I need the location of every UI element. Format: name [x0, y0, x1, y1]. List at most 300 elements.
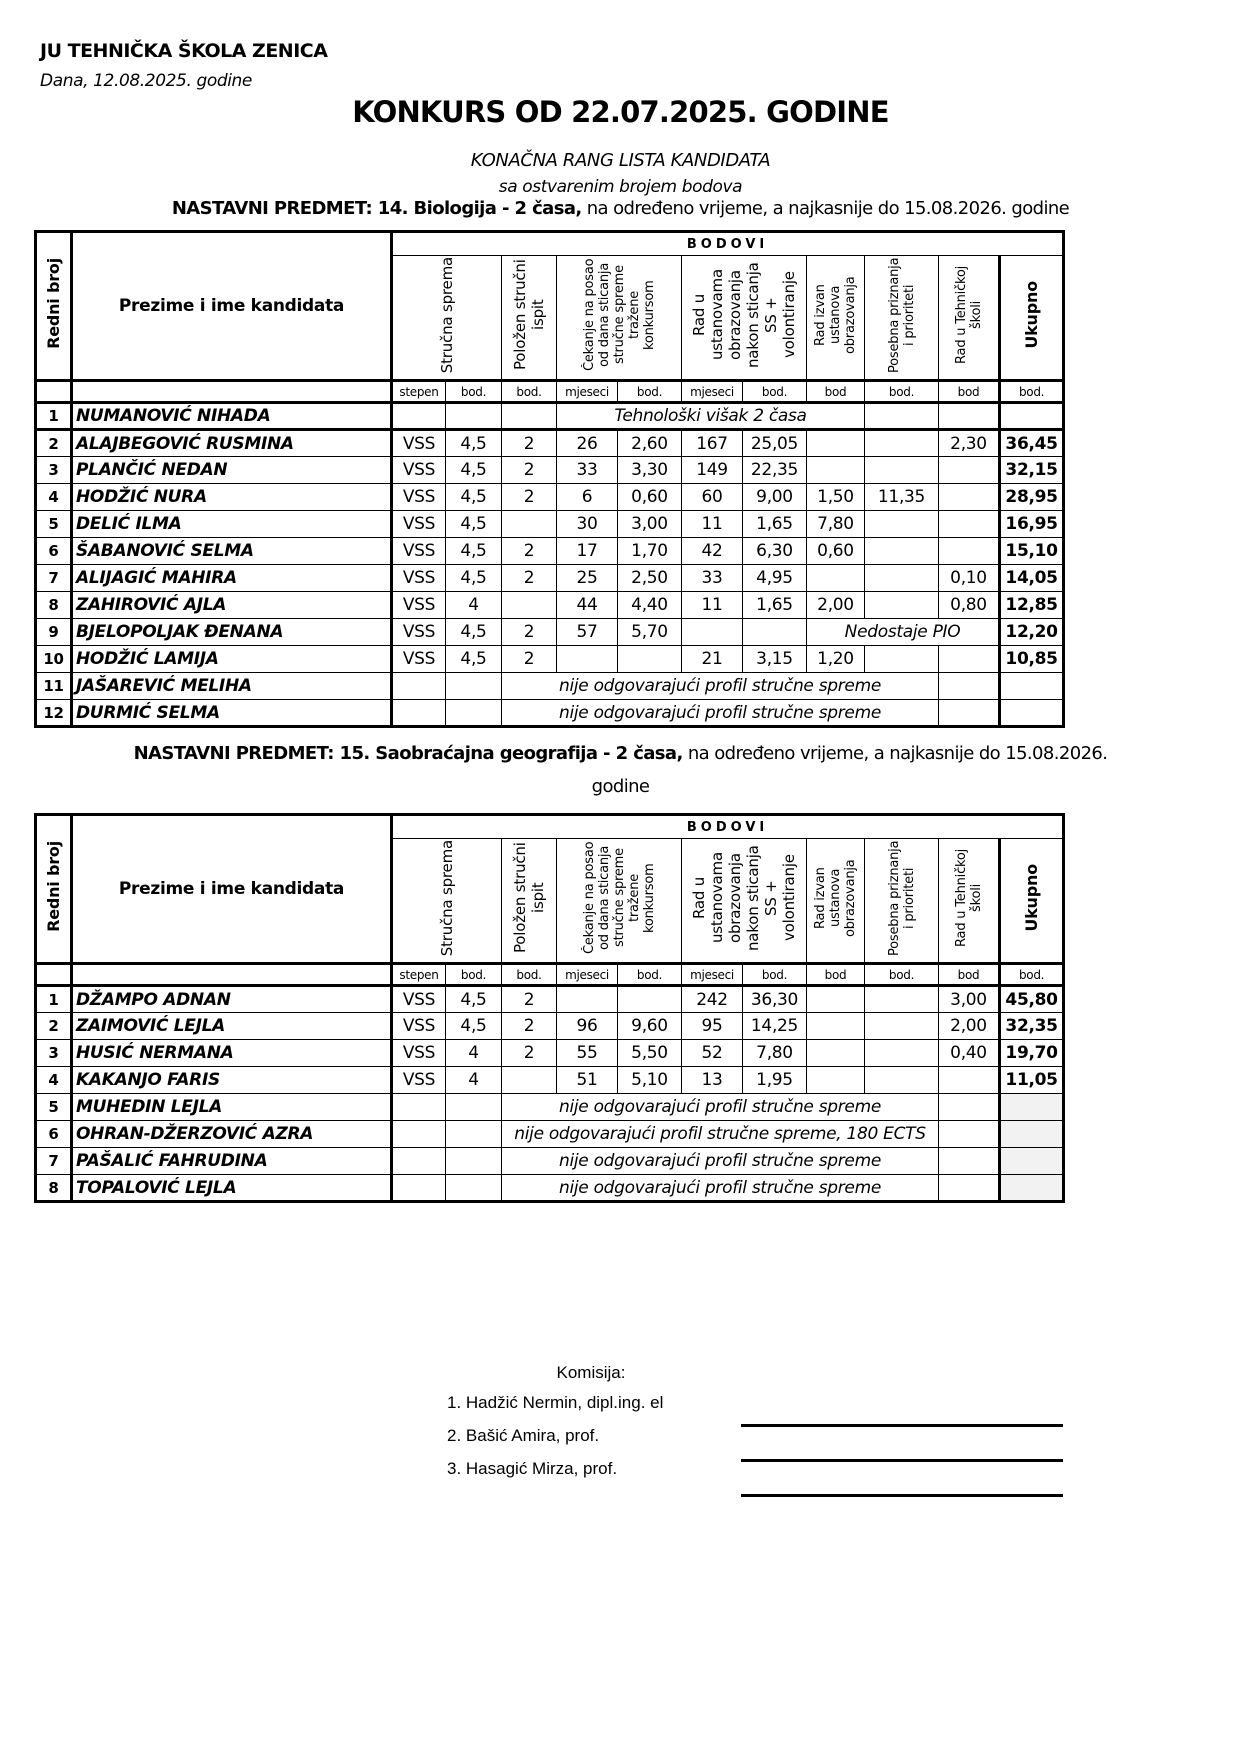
ss-bod-cell	[446, 673, 502, 700]
tehnicka-cell: 0,40	[939, 1040, 1000, 1067]
cek-mj-cell: 44	[557, 592, 618, 619]
rad-bod-cell: 4,95	[743, 565, 807, 592]
cek-mj-cell: 96	[557, 1013, 618, 1040]
cek-mj-cell: 25	[557, 565, 618, 592]
candidate-name: ŠABANOVIĆ SELMA	[72, 538, 392, 565]
rad-bod-cell: 6,30	[743, 538, 807, 565]
rad-mj-cell: 242	[682, 986, 743, 1013]
tehnicka-cell	[939, 1121, 1000, 1148]
candidate-note: nije odgovarajući profil stručne spreme	[502, 673, 939, 700]
posebna-cell	[865, 457, 939, 484]
table-row	[36, 673, 1064, 700]
rad-mj-cell: 52	[682, 1040, 743, 1067]
ispit-cell	[502, 403, 557, 430]
stepen-cell: VSS	[392, 592, 446, 619]
unit-label: bod.	[618, 381, 682, 403]
rank-number: 5	[36, 511, 72, 538]
cek-bod-cell: 5,70	[618, 619, 682, 646]
unit-label: bod.	[1000, 381, 1064, 403]
header-rad-u-ustanovama	[682, 839, 807, 964]
posebna-cell	[865, 511, 939, 538]
redni-broj-label: Redni broj	[43, 258, 63, 349]
table-row	[36, 619, 1064, 646]
posebna-priznanja-label: Posebna priznanja i prioriteti	[886, 257, 917, 373]
ss-bod-cell: 4	[446, 1040, 502, 1067]
stepen-cell: VSS	[392, 986, 446, 1013]
tehnicka-cell: 0,10	[939, 565, 1000, 592]
header-rad-u-ustanovama	[682, 256, 807, 381]
unit-label: bod.	[743, 964, 807, 986]
table-row	[36, 403, 1064, 430]
candidate-name: DŽAMPO ADNAN	[72, 986, 392, 1013]
cek-bod-cell: 2,60	[618, 430, 682, 457]
rad-izvan-label: Rad izvan ustanova obrazovanja	[813, 276, 858, 354]
rank-number: 9	[36, 619, 72, 646]
total-points	[1000, 403, 1064, 430]
cekanje-label: Čekanje na posao od dana sticanja stručne spreme tražene konkursom	[581, 841, 657, 955]
ss-bod-cell: 4,5	[446, 619, 502, 646]
header-bodovi: BODOVI	[392, 232, 1064, 256]
unit-label: mjeseci	[682, 381, 743, 403]
stepen-cell	[392, 1148, 446, 1175]
cek-mj-cell	[557, 986, 618, 1013]
ss-bod-cell: 4,5	[446, 986, 502, 1013]
posebna-priznanja-label: Posebna priznanja i prioriteti	[886, 840, 917, 956]
izvan-cell: 0,60	[807, 538, 865, 565]
ispit-cell: 2	[502, 1013, 557, 1040]
posebna-cell	[865, 986, 939, 1013]
posebna-cell: 11,35	[865, 484, 939, 511]
candidate-note: nije odgovarajući profil stručne spreme	[502, 1175, 939, 1202]
candidate-name: NUMANOVIĆ NIHADA	[72, 403, 392, 430]
stepen-cell	[392, 700, 446, 727]
header-polozen-ispit	[502, 256, 557, 381]
ss-bod-cell	[446, 1121, 502, 1148]
ss-bod-cell: 4,5	[446, 484, 502, 511]
header-posebna-priznanja	[865, 256, 939, 381]
table-row	[36, 430, 1064, 457]
unit-label: stepen	[392, 381, 446, 403]
candidate-note: nije odgovarajući profil stručne spreme	[502, 1148, 939, 1175]
tehnicka-cell	[939, 511, 1000, 538]
stepen-cell: VSS	[392, 484, 446, 511]
unit-cell	[72, 964, 392, 986]
tehnicka-cell	[939, 1175, 1000, 1202]
rad-bod-cell: 1,65	[743, 592, 807, 619]
ss-bod-cell: 4	[446, 1067, 502, 1094]
unit-label: bod.	[446, 381, 502, 403]
cek-bod-cell: 1,70	[618, 538, 682, 565]
ispit-cell: 2	[502, 619, 557, 646]
header-posebna-priznanja	[865, 839, 939, 964]
candidate-note: nije odgovarajući profil stručne spreme, 180 ECTS	[502, 1121, 939, 1148]
table-row	[36, 1040, 1064, 1067]
rank-number: 1	[36, 986, 72, 1013]
komisija-member-1: 1. Hadžić Nermin, dipl.ing. el	[447, 1393, 664, 1412]
cekanje-label: Čekanje na posao od dana sticanja stručne spreme tražene konkursom	[581, 258, 657, 372]
candidate-name: ALAJBEGOVIĆ RUSMINA	[72, 430, 392, 457]
unit-label: bod.	[502, 964, 557, 986]
table-row	[36, 457, 1064, 484]
rad-bod-cell: 14,25	[743, 1013, 807, 1040]
rank-number: 7	[36, 565, 72, 592]
table-row	[36, 1067, 1064, 1094]
tehnicka-cell: 0,80	[939, 592, 1000, 619]
rank-number: 2	[36, 1013, 72, 1040]
document-date: Dana, 12.08.2025. godine	[40, 71, 252, 91]
rank-number: 10	[36, 646, 72, 673]
rad-mj-cell: 13	[682, 1067, 743, 1094]
header-redni-broj	[36, 232, 72, 381]
rank-number: 12	[36, 700, 72, 727]
tehnicka-cell	[939, 646, 1000, 673]
cek-bod-cell: 0,60	[618, 484, 682, 511]
rad-mj-cell: 60	[682, 484, 743, 511]
cek-bod-cell: 2,50	[618, 565, 682, 592]
subject-heading-saobracajna-geografija	[0, 737, 1241, 803]
stepen-cell: VSS	[392, 538, 446, 565]
rad-u-tehnickoj-label: Rad u Tehničkoj školi	[953, 848, 984, 948]
ss-bod-cell	[446, 700, 502, 727]
ss-bod-cell	[446, 403, 502, 430]
rad-bod-cell: 9,00	[743, 484, 807, 511]
candidate-name: DURMIĆ SELMA	[72, 700, 392, 727]
total-points: 19,70	[1000, 1040, 1064, 1067]
signature-line-1	[741, 1424, 1063, 1427]
total-points: 36,45	[1000, 430, 1064, 457]
ss-bod-cell: 4,5	[446, 511, 502, 538]
total-points: 32,35	[1000, 1013, 1064, 1040]
candidate-name: DELIĆ ILMA	[72, 511, 392, 538]
unit-label: mjeseci	[557, 964, 618, 986]
komisija-title: Komisija:	[556, 1363, 626, 1382]
table-row	[36, 646, 1064, 673]
cek-bod-cell	[618, 986, 682, 1013]
rad-u-tehnickoj-label: Rad u Tehničkoj školi	[953, 265, 984, 365]
candidate-name: KAKANJO FARIS	[72, 1067, 392, 1094]
stepen-cell: VSS	[392, 565, 446, 592]
polozen-ispit-label: Položen stručni ispit	[511, 842, 547, 954]
rad-mj-cell: 149	[682, 457, 743, 484]
tehnicka-cell: 2,00	[939, 1013, 1000, 1040]
candidate-name: TOPALOVIĆ LEJLA	[72, 1175, 392, 1202]
tehnicka-cell	[939, 673, 1000, 700]
subject-terms-continued: godine	[591, 776, 650, 797]
stepen-cell	[392, 1175, 446, 1202]
cek-mj-cell: 26	[557, 430, 618, 457]
unit-cell	[36, 964, 72, 986]
posebna-cell	[865, 538, 939, 565]
ispit-cell: 2	[502, 1040, 557, 1067]
cek-mj-cell: 55	[557, 1040, 618, 1067]
rank-number: 5	[36, 1094, 72, 1121]
ukupno-label: Ukupno	[1021, 864, 1041, 932]
unit-label: mjeseci	[682, 964, 743, 986]
cek-bod-cell	[618, 646, 682, 673]
total-points: 10,85	[1000, 646, 1064, 673]
candidate-note: nije odgovarajući profil stručne spreme	[502, 700, 939, 727]
cek-bod-cell: 5,50	[618, 1040, 682, 1067]
subtitle-secondary: sa ostvarenim brojem bodova	[498, 177, 743, 197]
header-ukupno	[1000, 839, 1064, 964]
izvan-cell	[807, 1067, 865, 1094]
cek-mj-cell: 51	[557, 1067, 618, 1094]
cek-mj-cell: 6	[557, 484, 618, 511]
tehnicka-cell	[939, 1094, 1000, 1121]
rad-bod-cell: 36,30	[743, 986, 807, 1013]
subtitle: KONAČNA RANG LISTA KANDIDATA	[470, 150, 771, 171]
candidate-name: HUSIĆ NERMANA	[72, 1040, 392, 1067]
header-redni-broj	[36, 815, 72, 964]
stepen-cell: VSS	[392, 646, 446, 673]
rad-mj-cell: 167	[682, 430, 743, 457]
unit-label: bod.	[1000, 964, 1064, 986]
total-points: 12,20	[1000, 619, 1064, 646]
stepen-cell: VSS	[392, 619, 446, 646]
rad-u-ustanovama-label: Rad u ustanovama obrazovanja nakon sticanja SS + volontiranje	[690, 262, 798, 368]
unit-label: bod	[939, 381, 1000, 403]
candidate-name: ALIJAGIĆ MAHIRA	[72, 565, 392, 592]
tehnicka-cell	[939, 1148, 1000, 1175]
posebna-cell	[865, 592, 939, 619]
stepen-cell: VSS	[392, 457, 446, 484]
total-points	[1000, 1094, 1064, 1121]
posebna-cell	[865, 403, 939, 430]
ss-bod-cell	[446, 1175, 502, 1202]
cek-mj-cell: 57	[557, 619, 618, 646]
rad-mj-cell	[682, 619, 743, 646]
unit-label: bod	[939, 964, 1000, 986]
stepen-cell: VSS	[392, 430, 446, 457]
posebna-cell	[865, 1013, 939, 1040]
subject-title: NASTAVNI PREDMET: 14. Biologija - 2 časa,	[171, 198, 582, 219]
rad-u-ustanovama-label: Rad u ustanovama obrazovanja nakon sticanja SS + volontiranje	[690, 845, 798, 951]
rad-bod-cell: 25,05	[743, 430, 807, 457]
table-row	[36, 1148, 1064, 1175]
cek-mj-cell: 30	[557, 511, 618, 538]
ranking-table-saobracajna-geografija	[34, 813, 1065, 1203]
stepen-cell: VSS	[392, 511, 446, 538]
ss-bod-cell: 4	[446, 592, 502, 619]
candidate-name: OHRAN-DŽERZOVIĆ AZRA	[72, 1121, 392, 1148]
total-points: 15,10	[1000, 538, 1064, 565]
table-row	[36, 1094, 1064, 1121]
komisija-member-3: 3. Hasagić Mirza, prof.	[447, 1459, 618, 1478]
rad-mj-cell: 95	[682, 1013, 743, 1040]
ss-bod-cell: 4,5	[446, 457, 502, 484]
unit-cell	[72, 381, 392, 403]
candidate-name: JAŠAREVIĆ MELIHA	[72, 673, 392, 700]
cek-mj-cell: 17	[557, 538, 618, 565]
total-points	[1000, 1121, 1064, 1148]
rad-mj-cell: 42	[682, 538, 743, 565]
ranking-table-biologija	[34, 230, 1065, 728]
rank-number: 11	[36, 673, 72, 700]
tehnicka-cell: 2,30	[939, 430, 1000, 457]
header-strucna-sprema	[392, 839, 502, 964]
candidate-name: ZAHIROVIĆ AJLA	[72, 592, 392, 619]
table-row	[36, 986, 1064, 1013]
tehnicka-cell	[939, 538, 1000, 565]
header-name: Prezime i ime kandidata	[72, 232, 392, 381]
rad-bod-cell: 7,80	[743, 1040, 807, 1067]
ss-bod-cell: 4,5	[446, 538, 502, 565]
stepen-cell: VSS	[392, 1013, 446, 1040]
table-row	[36, 538, 1064, 565]
ss-bod-cell: 4,5	[446, 646, 502, 673]
table-row	[36, 1013, 1064, 1040]
izvan-cell	[807, 565, 865, 592]
izvan-cell: 1,20	[807, 646, 865, 673]
rad-bod-cell	[743, 619, 807, 646]
subject-terms: na određeno vrijeme, a najkasnije do 15.08.2026. godine	[581, 198, 1070, 219]
total-points	[1000, 1175, 1064, 1202]
posebna-cell	[865, 1067, 939, 1094]
izvan-cell	[807, 986, 865, 1013]
ss-bod-cell	[446, 1094, 502, 1121]
header-ukupno	[1000, 256, 1064, 381]
rank-number: 1	[36, 403, 72, 430]
header-rad-izvan	[807, 256, 865, 381]
subject-heading-biologija	[0, 192, 1241, 225]
unit-label: bod	[807, 964, 865, 986]
candidate-name: PAŠALIĆ FAHRUDINA	[72, 1148, 392, 1175]
total-points: 28,95	[1000, 484, 1064, 511]
total-points: 14,05	[1000, 565, 1064, 592]
polozen-ispit-label: Položen stručni ispit	[511, 259, 547, 371]
stepen-cell: VSS	[392, 1067, 446, 1094]
rad-mj-cell: 21	[682, 646, 743, 673]
rank-number: 4	[36, 1067, 72, 1094]
table-row	[36, 592, 1064, 619]
candidate-name: BJELOPOLJAK ĐENANA	[72, 619, 392, 646]
unit-label: bod.	[446, 964, 502, 986]
cek-mj-cell: 33	[557, 457, 618, 484]
header-rad-izvan	[807, 839, 865, 964]
rank-number: 6	[36, 1121, 72, 1148]
ispit-cell: 2	[502, 457, 557, 484]
header-cekanje	[557, 839, 682, 964]
strucna-sprema-label: Stručna sprema	[438, 839, 456, 957]
signature-line-3	[741, 1494, 1063, 1497]
header-strucna-sprema	[392, 256, 502, 381]
total-points: 12,85	[1000, 592, 1064, 619]
rank-number: 2	[36, 430, 72, 457]
table-row	[36, 700, 1064, 727]
ukupno-label: Ukupno	[1021, 281, 1041, 349]
ss-bod-cell: 4,5	[446, 565, 502, 592]
rank-number: 4	[36, 484, 72, 511]
table-row	[36, 484, 1064, 511]
candidate-name: PLANČIĆ NEDAN	[72, 457, 392, 484]
total-points	[1000, 700, 1064, 727]
ss-bod-cell: 4,5	[446, 1013, 502, 1040]
izvan-cell: 7,80	[807, 511, 865, 538]
rank-number: 3	[36, 1040, 72, 1067]
strucna-sprema-label: Stručna sprema	[438, 256, 456, 374]
ispit-cell: 2	[502, 538, 557, 565]
header-rad-u-tehnickoj	[939, 839, 1000, 964]
ispit-cell	[502, 1067, 557, 1094]
candidate-name: HODŽIĆ LAMIJA	[72, 646, 392, 673]
table-row	[36, 511, 1064, 538]
unit-label: bod	[807, 381, 865, 403]
posebna-cell	[865, 565, 939, 592]
subject-title: NASTAVNI PREDMET: 15. Saobraćajna geografija - 2 časa,	[133, 743, 683, 764]
unit-label: bod.	[865, 381, 939, 403]
stepen-cell	[392, 403, 446, 430]
rank-number: 6	[36, 538, 72, 565]
total-points: 11,05	[1000, 1067, 1064, 1094]
cek-mj-cell	[557, 646, 618, 673]
rad-bod-cell: 1,65	[743, 511, 807, 538]
ispit-cell	[502, 592, 557, 619]
stepen-cell	[392, 1121, 446, 1148]
tehnicka-cell: 3,00	[939, 986, 1000, 1013]
cek-bod-cell: 3,00	[618, 511, 682, 538]
tehnicka-cell	[939, 700, 1000, 727]
total-points: 45,80	[1000, 986, 1064, 1013]
unit-label: bod.	[865, 964, 939, 986]
tehnicka-cell	[939, 484, 1000, 511]
ispit-cell	[502, 511, 557, 538]
ss-bod-cell	[446, 1148, 502, 1175]
izvan-cell	[807, 1013, 865, 1040]
candidate-note: nije odgovarajući profil stručne spreme	[502, 1094, 939, 1121]
ss-bod-cell: 4,5	[446, 430, 502, 457]
unit-label: mjeseci	[557, 381, 618, 403]
izvan-cell	[807, 457, 865, 484]
tehnicka-cell	[939, 457, 1000, 484]
tehnicka-cell	[939, 403, 1000, 430]
page-title: KONKURS OD 22.07.2025. GODINE	[352, 95, 889, 129]
rad-izvan-label: Rad izvan ustanova obrazovanja	[813, 859, 858, 937]
rad-bod-cell: 22,35	[743, 457, 807, 484]
candidate-name: HODŽIĆ NURA	[72, 484, 392, 511]
table-row	[36, 565, 1064, 592]
ispit-cell: 2	[502, 430, 557, 457]
rank-number: 8	[36, 592, 72, 619]
school-name: JU TEHNIČKA ŠKOLA ZENICA	[40, 40, 328, 62]
total-points: 32,15	[1000, 457, 1064, 484]
izvan-cell	[807, 1040, 865, 1067]
posebna-cell	[865, 646, 939, 673]
ispit-cell: 2	[502, 565, 557, 592]
rad-bod-cell: 3,15	[743, 646, 807, 673]
ispit-cell: 2	[502, 484, 557, 511]
rad-bod-cell: 1,95	[743, 1067, 807, 1094]
rank-number: 3	[36, 457, 72, 484]
komisija-member-2: 2. Bašić Amira, prof.	[447, 1426, 600, 1445]
rad-mj-cell: 11	[682, 592, 743, 619]
cek-bod-cell: 3,30	[618, 457, 682, 484]
izvan-cell: 1,50	[807, 484, 865, 511]
tehnicka-cell	[939, 1067, 1000, 1094]
redni-broj-label: Redni broj	[43, 841, 63, 932]
unit-label: bod.	[743, 381, 807, 403]
stepen-cell	[392, 673, 446, 700]
posebna-cell	[865, 430, 939, 457]
rad-mj-cell: 33	[682, 565, 743, 592]
unit-label: stepen	[392, 964, 446, 986]
candidate-note: Tehnološki višak 2 časa	[557, 403, 865, 430]
rank-number: 7	[36, 1148, 72, 1175]
ispit-cell: 2	[502, 986, 557, 1013]
rank-number: 8	[36, 1175, 72, 1202]
izvan-cell: 2,00	[807, 592, 865, 619]
total-points	[1000, 673, 1064, 700]
cek-bod-cell: 5,10	[618, 1067, 682, 1094]
